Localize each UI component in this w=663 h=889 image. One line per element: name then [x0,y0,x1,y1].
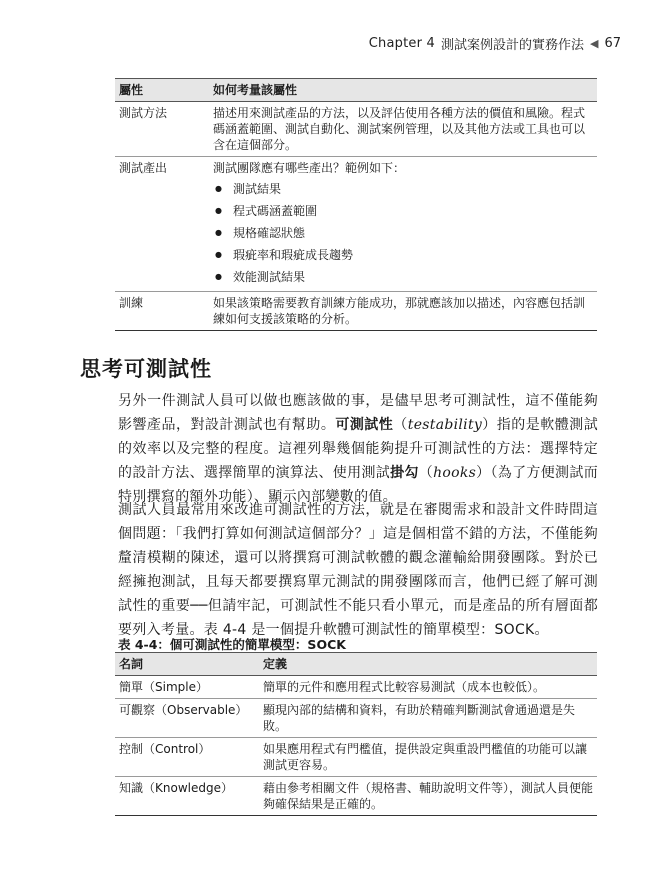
page-number: 67 [604,36,621,51]
text-run: （ [418,465,434,481]
term-cell: 知識（Knowledge） [115,777,259,816]
term-testability: 可測試性 [335,417,394,433]
term-hooks-en: hooks [433,465,477,481]
page-header [369,34,621,53]
section-title: 思考可測試性 [80,357,212,381]
list-item: ● 程式碼涵蓋範圍 [213,200,593,222]
definition-cell: 顯現內部的結構和資料，有助於精確判斷測試會通過還是失敗。 [259,699,597,738]
sock-model-table [115,652,597,816]
attr-cell: 訓練 [115,292,209,331]
table-row [115,738,597,777]
text-run: ）指的是軟體測試的效率以及完整的程度。這裡列舉幾個能夠提升可測試性的方法：選擇特定的設計方法、選擇簡單的演算法、使用測試 [118,417,598,481]
table-row [115,157,597,292]
bullet-list [213,178,593,288]
attr-cell: 測試方法 [115,102,209,157]
table-row [115,102,597,157]
list-item: ● 規格確認狀態 [213,222,593,244]
table-row [115,777,597,816]
definition-cell: 簡單的元件和應用程式比較容易測試（成本也較低）。 [259,676,597,699]
table-row [115,292,597,331]
desc-text: 測試團隊應有哪些產出？範例如下： [213,161,406,175]
attr-cell: 測試產出 [115,157,209,292]
strategy-attributes-table [115,78,597,331]
text-run: （ [393,417,408,433]
table-row [115,676,597,699]
table-row [115,699,597,738]
table-caption: 表 4-4：個可測試性的簡單模型：SOCK [118,637,346,652]
list-item: ● 測試結果 [213,178,593,200]
desc-cell: 描述用來測試產品的方法，以及評估使用各種方法的價值和風險。程式碼涵蓋範圍、測試自動化、測試案例管理，以及其他方法或工具也可以含在這個部分。 [209,102,597,157]
table-header-attr: 屬性 [115,79,209,102]
desc-cell: 如果該策略需要教育訓練方能成功，那就應該加以描述，內容應包括訓練如何支援該策略的分析。 [209,292,597,331]
list-item: ● 效能測試結果 [213,266,593,288]
term-testability-en: testability [407,417,483,433]
text-run: 另外一件測試人員可以做也應該做的事，是儘早思考可測試性，這不僅能夠影響產品，對設計測試也有幫助。 [118,393,598,433]
term-hooks: 掛勾 [390,465,419,481]
chapter-label: Chapter 4 [368,36,435,51]
paragraph-improve-testability: 測試人員最常用來改進可測試性的方法，就是在審閱需求和設計文件時問這個問題：「我們打算如何測試這個部分？」這是個相當不錯的方法，不僅能夠釐清模糊的陳述，還可以將撰寫可測試軟體的觀念灌輸給開發團隊。對於已經擁抱測試，且每天都要撰寫單元測試的開發團隊而言，他們已經了解可測試性的重要──但請牢記，可測試性不能只看小單元，而是產品的所有層面都要列入考量。表 4-4 是一個提升軟體可測試性的簡單模型：SOCK。 [118,502,598,638]
arrow-left-icon: ◀ [589,37,599,50]
term-cell: 控制（Control） [115,738,259,777]
chapter-title: 測試案例設計的實務作法 [440,38,584,53]
table-header-definition: 定義 [259,653,597,676]
definition-cell: 藉由參考相關文件（規格書、輔助說明文件等），測試人員便能夠確保結果是正確的。 [259,777,597,816]
list-item: ● 瑕疵率和瑕疵成長趨勢 [213,244,593,266]
text-run: ）（為了方便測試而特別撰寫的額外功能）、顯示內部變數的值。 [118,465,598,505]
definition-cell: 如果應用程式有門檻值，提供設定與重設門檻值的功能可以讓測試更容易。 [259,738,597,777]
table-header-how: 如何考量該屬性 [209,79,597,102]
term-cell: 可觀察（Observable） [115,699,259,738]
term-cell: 簡單（Simple） [115,676,259,699]
table-header-term: 名詞 [115,653,259,676]
paragraph-testability [118,389,598,509]
desc-cell [209,157,597,292]
